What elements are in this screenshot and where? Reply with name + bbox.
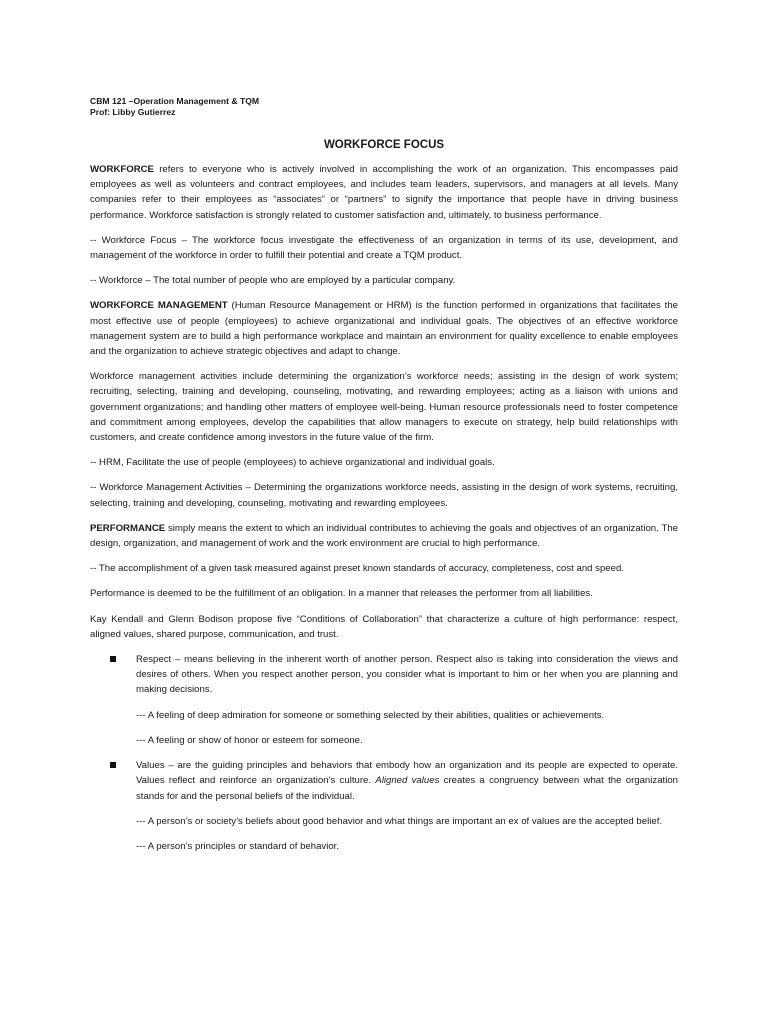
workforce-definition-note: -- Workforce – The total number of people who are employed by a particular company. [90, 275, 456, 287]
document-page [90, 96, 678, 864]
management-activities-paragraph: Workforce management activities include determining the organization’s workforce needs; assisting in the design of work system; recruiting, selecting, training and developing, counseling, motivating, and rewarding employees; acting as a liaison with unions and government organizations; and handling other matters of employee well-being. Human resource professionals need to foster competence and commitment among employees, develop the capabilities that allow managers to execute on strategy, help build relationships with customers, and create confidence among investors in the future value of the firm. [90, 371, 678, 444]
performance-paragraph [90, 521, 678, 551]
fulfillment-paragraph: Performance is deemed to be the fulfillment of an obligation. In a manner that releases the performer from all liabilities. [90, 588, 593, 600]
square-bullet-icon [110, 656, 116, 662]
kendall-paragraph: Kay Kendall and Glenn Bodison propose five “Conditions of Collaboration” that characterize a culture of high performance: respect, aligned values, shared purpose, communication, and trust. [90, 613, 678, 640]
values-text [136, 758, 678, 804]
workforce-term: WORKFORCE [90, 164, 154, 175]
respect-bullet [90, 652, 678, 698]
performance-term: PERFORMANCE [90, 522, 166, 534]
page-title: WORKFORCE FOCUS [323, 139, 445, 151]
respect-sub-definition-2: --- A feeling or show of honor or esteem for someone. [136, 734, 363, 746]
workforce-management-paragraph [90, 298, 678, 359]
workforce-management-text: (Human Resource Management or HRM) is the function performed in organizations that facilitates the most effective use of people (employees) to achieve organizational and individual goals. The objectives of an effective workforce management system are to build a high performance workplace and maintain an environment for quality excellence to enable employees and the organization to achieve strategic objectives and adapt to change. [90, 300, 678, 358]
workforce-focus-note: -- Workforce Focus – The workforce focus investigate the effectiveness of an organization in terms of its use, development, and management of the workforce in order to fulfill their potential and create a TQM product. [90, 234, 678, 262]
accomplishment-note: -- The accomplishment of a given task measured against preset known standards of accuracy, completeness, cost and speed. [90, 563, 624, 575]
workforce-management-term: WORKFORCE MANAGEMENT [90, 300, 228, 312]
performance-text: simply means the extent to which an individual contributes to achieving the goals and objectives of an organization. The design, organization, and management of work and the work environment are crucial to high performance. [90, 522, 678, 550]
management-activities-note: -- Workforce Management Activities – Determining the organizations workforce needs, assisting in the design of work systems, recruiting, selecting, training and developing, counseling, motivating and rewarding employees. [90, 482, 678, 509]
workforce-text: refers to everyone who is actively involved in accomplishing the work of an organization. This encompasses paid employees as well as volunteers and contract employees, and includes team leaders, supervisors, and managers at all levels. Many companies refer to their employees as “associates” or “partners” to signify the importance that people have in driving business performance. Workforce satisfaction is strongly related to customer satisfaction and, ultimately, to business performance. [90, 164, 678, 221]
values-text-a: Values – are the guiding principles and behaviors that embody how an organization and its people are expected to operate. Values reflect and reinforce an organization’s culture. [136, 760, 678, 787]
values-sub-definition-1: --- A person’s or society’s beliefs about good behavior and what things are important an ex of values are the accepted belief. [136, 815, 663, 827]
respect-sub-definition-1: --- A feeling of deep admiration for someone or something selected by their abilities, qualities or achievements. [136, 709, 605, 721]
square-bullet-icon [110, 762, 116, 768]
values-bullet [90, 758, 678, 804]
aligned-values-term: Aligned values [375, 775, 440, 787]
hrm-note: -- HRM, Facilitate the use of people (employees) to achieve organizational and individual goals. [90, 457, 495, 469]
respect-text: Respect – means believing in the inherent worth of another person. Respect also is taking into consideration the views and desires of others. When you respect another person, you consider what is important to him or her when you are planning and making decisions. [136, 654, 678, 696]
professor-line: Prof: Libby Gutierrez [90, 107, 176, 117]
course-header: CBM 121 –Operation Management & TQM [90, 96, 260, 106]
workforce-paragraph [90, 162, 678, 223]
values-text-b: creates a congruency between what the organization stands for and the personal beliefs of the individual. [136, 775, 678, 802]
values-sub-definition-2: --- A person’s principles or standard of behavior. [136, 840, 339, 852]
